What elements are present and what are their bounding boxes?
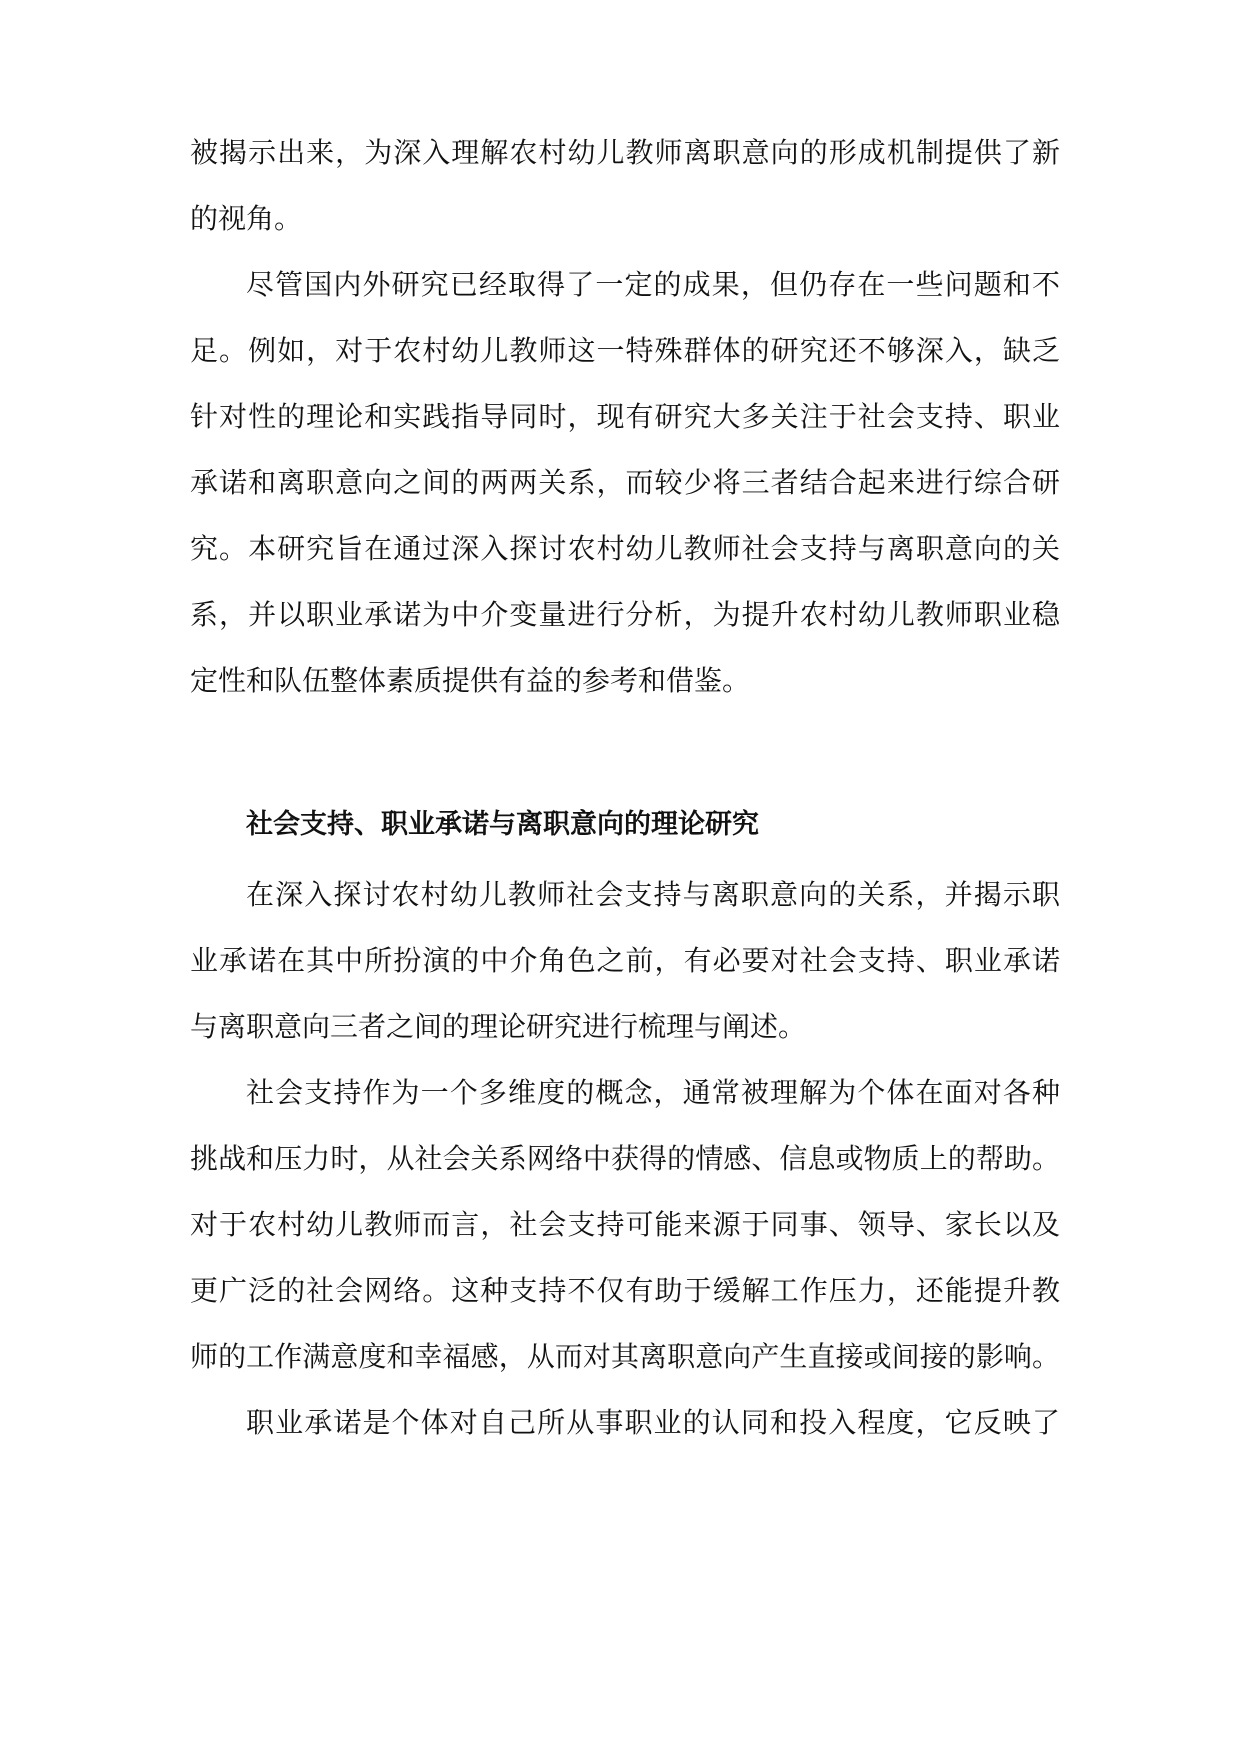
paragraph-4-line-3: 对于农村幼儿教师而言，社会支持可能来源于同事、领导、家长以及 <box>190 1208 1060 1241</box>
paragraph-4-line-1: 社会支持作为一个多维度的概念，通常被理解为个体在面对各种 <box>246 1076 1060 1109</box>
paragraph-1-line-2: 的视角。 <box>190 202 303 235</box>
section-heading: 社会支持、职业承诺与离职意向的理论研究 <box>246 809 759 840</box>
paragraph-2-line-3: 针对性的理论和实践指导同时，现有研究大多关注于社会支持、职业 <box>190 400 1060 433</box>
paragraph-2-line-7: 定性和队伍整体素质提供有益的参考和借鉴。 <box>190 664 751 697</box>
paragraph-2-line-2: 足。例如，对于农村幼儿教师这一特殊群体的研究还不够深入，缺乏 <box>190 334 1060 367</box>
paragraph-3-line-3: 与离职意向三者之间的理论研究进行梳理与阐述。 <box>190 1010 807 1043</box>
paragraph-4-line-5: 师的工作满意度和幸福感，从而对其离职意向产生直接或间接的影响。 <box>190 1340 1060 1373</box>
paragraph-3-line-2: 业承诺在其中所扮演的中介角色之前，有必要对社会支持、职业承诺 <box>190 944 1060 977</box>
paragraph-4-line-2: 挑战和压力时，从社会关系网络中获得的情感、信息或物质上的帮助。 <box>190 1142 1060 1175</box>
paragraph-2-line-6: 系，并以职业承诺为中介变量进行分析，为提升农村幼儿教师职业稳 <box>190 598 1060 631</box>
paragraph-2-line-5: 究。本研究旨在通过深入探讨农村幼儿教师社会支持与离职意向的关 <box>190 532 1060 565</box>
paragraph-3-line-1: 在深入探讨农村幼儿教师社会支持与离职意向的关系，并揭示职 <box>246 878 1060 911</box>
paragraph-4-line-4: 更广泛的社会网络。这种支持不仅有助于缓解工作压力，还能提升教 <box>190 1274 1060 1307</box>
paragraph-5-line-1: 职业承诺是个体对自己所从事职业的认同和投入程度，它反映了 <box>246 1406 1060 1439</box>
paragraph-1-line-1: 被揭示出来，为深入理解农村幼儿教师离职意向的形成机制提供了新 <box>190 136 1060 169</box>
paragraph-2-line-1: 尽管国内外研究已经取得了一定的成果，但仍存在一些问题和不 <box>246 268 1060 301</box>
paragraph-2-line-4: 承诺和离职意向之间的两两关系，而较少将三者结合起来进行综合研 <box>190 466 1060 499</box>
